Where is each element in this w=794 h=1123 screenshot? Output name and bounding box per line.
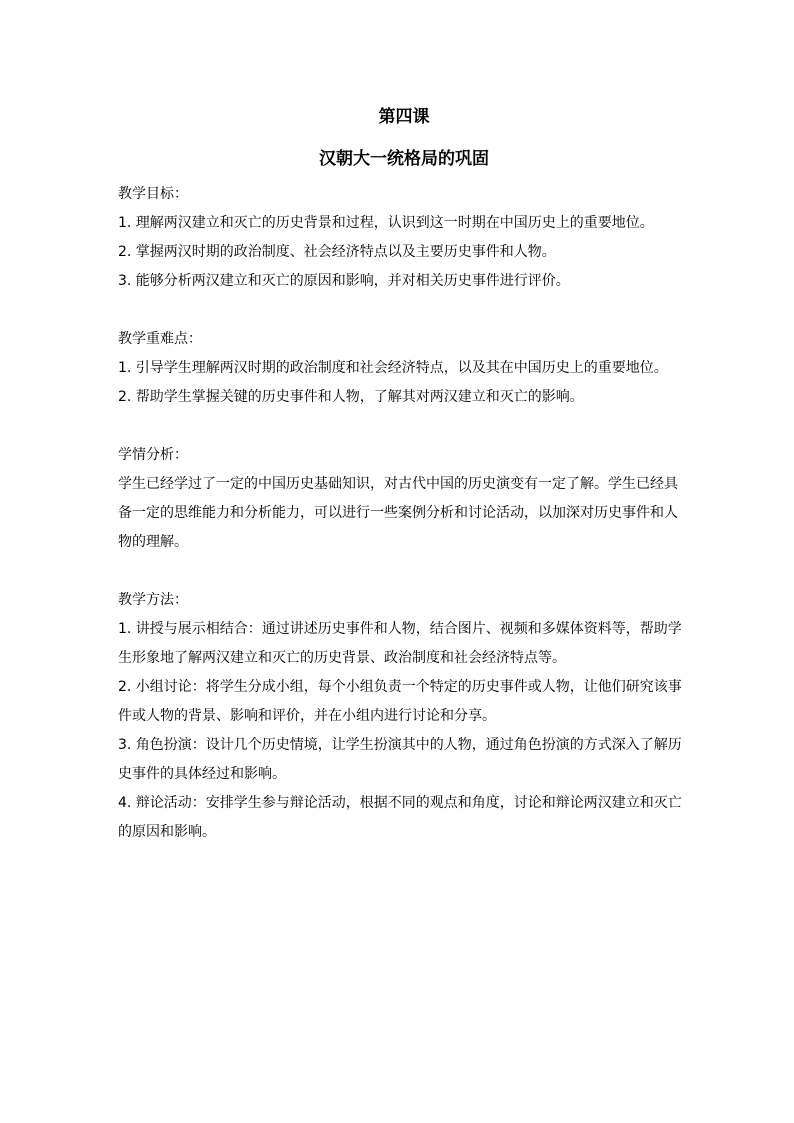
lesson-number-title: 第四课 [378,107,430,127]
methods-list [118,615,690,847]
list-item: 2. 掌握两汉时期的政治制度、社会经济特点以及主要历史事件和人物。 [118,244,556,260]
section-heading: 教学方法： [118,592,188,608]
list-item: 3. 角色扮演：设计几个历史情境，让学生扮演其中的人物，通过角色扮演的方式深入了解历史事件的具体经过和影响。 [118,737,682,782]
list-item: 3. 能够分析两汉建立和灭亡的原因和影响，并对相关历史事件进行评价。 [118,273,570,289]
list-item: 2. 帮助学生掌握关键的历史事件和人物，了解其对两汉建立和灭亡的影响。 [118,389,584,405]
section-heading: 教学目标： [118,186,188,202]
list-item: 1. 讲授与展示相结合：通过讲述历史事件和人物，结合图片、视频和多媒体资料等，帮助学生形象地了解两汉建立和灭亡的历史背景、政治制度和社会经济特点等。 [118,621,682,666]
document-body [118,104,690,847]
list-item: 1. 引导学生理解两汉时期的政治制度和社会经济特点，以及其在中国历史上的重要地位。 [118,360,668,376]
spacer [118,296,690,325]
list-item: 2. 小组讨论：将学生分成小组，每个小组负责一个特定的历史事件或人物，让他们研究该事件或人物的背景、影响和评价，并在小组内进行讨论和分享。 [118,679,682,724]
key-points-list [118,354,690,412]
goals-list [118,209,690,296]
analysis-paragraph: 学生已经学过了一定的中国历史基础知识，对古代中国的历史演变有一定了解。学生已经具备一定的思维能力和分析能力，可以进行一些案例分析和讨论活动，以加深对历史事件和人物的理解。 [118,476,678,550]
spacer [118,557,690,586]
section-teaching-methods [118,586,690,847]
section-student-analysis [118,441,690,557]
list-item: 4. 辩论活动：安排学生参与辩论活动，根据不同的观点和角度，讨论和辩论两汉建立和灭亡的原因和影响。 [118,795,682,840]
lesson-subtitle: 汉朝大一统格局的巩固 [319,149,489,169]
section-key-points [118,325,690,412]
section-heading: 教学重难点： [118,331,202,347]
spacer [118,412,690,441]
list-item: 1. 理解两汉建立和灭亡的历史背景和过程，认识到这一时期在中国历史上的重要地位。 [118,215,654,231]
section-heading: 学情分析： [118,447,188,463]
section-teaching-goals [118,180,690,296]
